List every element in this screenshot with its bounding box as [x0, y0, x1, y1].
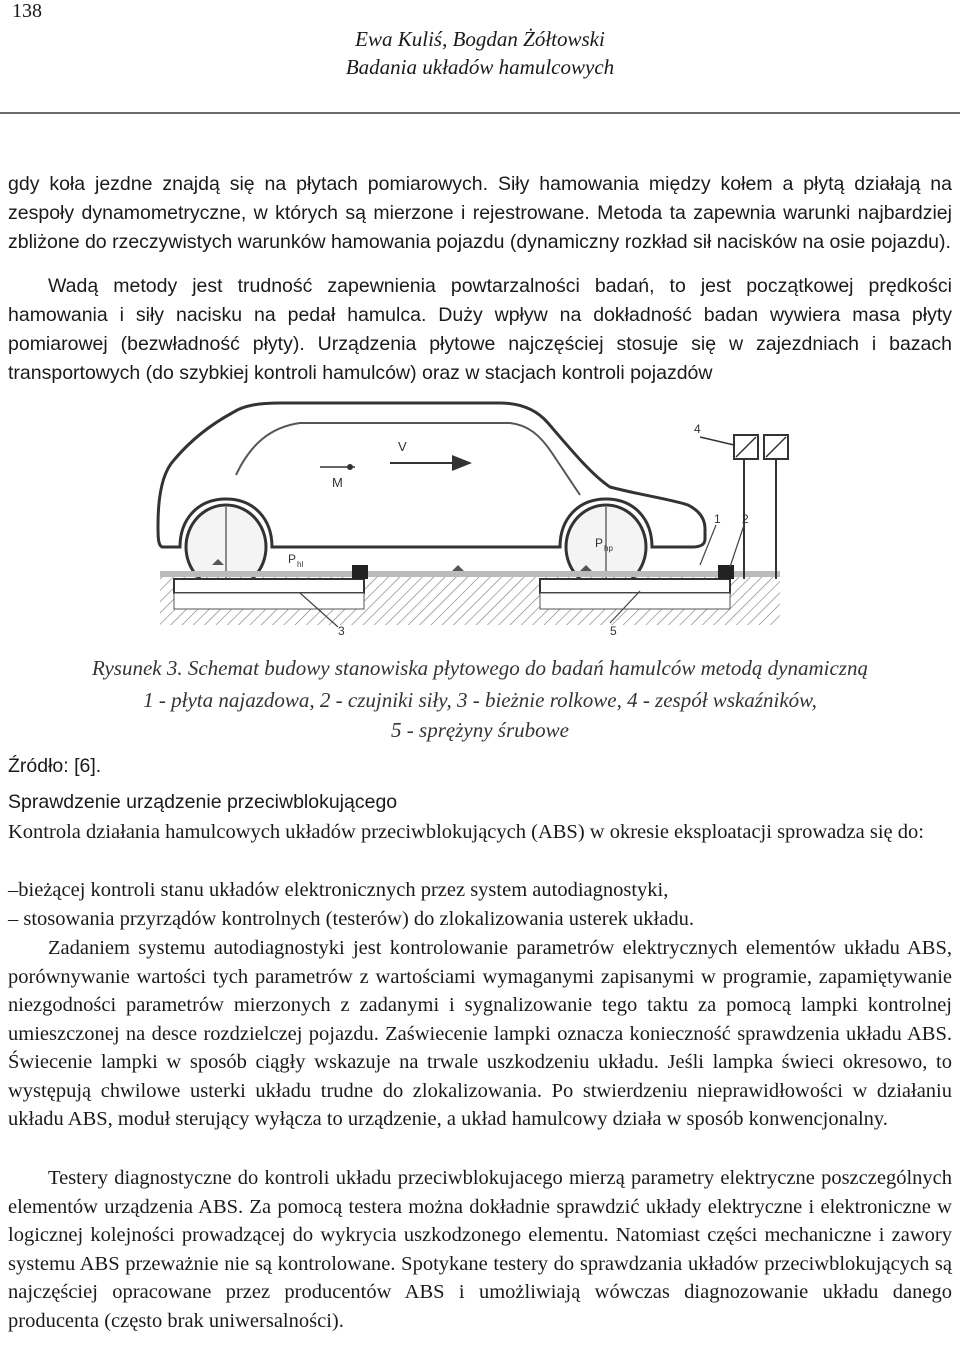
paragraph-3: Kontrola działania hamulcowych układów przeciwblokujących (ABS) w okresie eksploatacji sprowadza się do: — [8, 821, 924, 843]
rear-force-sensor — [718, 565, 734, 579]
figure-caption-legend-2-text: 5 - sprężyny śrubowe — [391, 718, 569, 742]
car-window-line — [236, 423, 580, 495]
label-m: M — [332, 475, 343, 490]
schematic-drawing — [140, 395, 790, 635]
running-header-title: Badania układów hamulcowych — [345, 55, 615, 79]
label-3: 3 — [338, 624, 345, 635]
label-p-rear: P — [595, 536, 604, 550]
figure-caption-title: Rysunek 3. Schemat budowy stanowiska płytowego do badań hamulców metodą dynamiczną — [92, 656, 868, 680]
label-p-front: P — [288, 552, 297, 566]
label-p-front-sub: hl — [297, 560, 304, 569]
paragraph-2: Wadą metody jest trudność zapewnienia powtarzalności badań, to jest początkowej prędkości hamowania i siły nacisku na pedał hamulca. Duży wpływ na dokładność badan wywiera masa płyty pomiarowej (bezwładność płyty). Urządzenia płytowe najczęściej stosuje się w zajezdniach i bazach transportowych (do szybkiej kontroli hamulców) oraz w stacjach kontroli pojazdów — [8, 275, 952, 384]
label-5: 5 — [610, 624, 617, 635]
list-item-1: –bieżącej kontroli stanu układów elektronicznych przez system autodiagnostyki, — [8, 879, 669, 901]
running-header-authors: Ewa Kuliś, Bogdan Żółtowski — [355, 27, 605, 51]
paragraph-1: gdy koła jezdne znajdą się na płytach pomiarowych. Siły hamowania między kołem a płytą działają na zespoły dynamometryczne, w których są mierzone i rejestrowane. Metoda ta zapewnia warunki najbardziej zbliżone do rzeczywistych warunków hamowania pojazdu (dynamiczny rozkład sił nacisków na osie pojazdu). — [8, 173, 952, 253]
label-1: 1 — [714, 512, 721, 526]
figure-source: Źródło: [6]. — [8, 755, 102, 777]
figure-caption-legend-1: 1 - płyta najazdowa, 2 - czujniki siły, 3 - bieżnie rolkowe, 4 - zespół wskaźników, — [143, 688, 817, 712]
label-v: V — [398, 439, 407, 454]
list-item-2: – stosowania przyrządów kontrolnych (testerów) do zlokalizowania usterek układu. — [8, 908, 694, 930]
figure-caption-legend-2 — [0, 716, 960, 745]
figure-brake-plate-schematic — [140, 395, 790, 635]
label-p-rear-sub: hp — [604, 544, 613, 553]
label-4: 4 — [694, 422, 701, 436]
front-measuring-plate — [174, 579, 364, 593]
section-title: Sprawdzenie urządzenie przeciwblokującego — [8, 791, 398, 813]
label-2: 2 — [742, 512, 749, 526]
page-number: 138 — [12, 0, 42, 22]
rear-measuring-plate — [540, 579, 730, 593]
front-force-sensor — [352, 565, 368, 579]
paragraph-5: Testery diagnostyczne do kontroli układu przeciwblokujacego mierzą parametry elektryczne poszczególnych elementów urządzenia ABS. Za pomocą testera można dokładnie sprawdzić układy elektryczne i elektroniczne w logicznej kolejności prowadzącej do wykrycia uszkodzonego elementu. Natomiast części mechaniczne i zawory systemu ABS przeważnie nie są kontrolowane. Spotykane testery do sprawdzania układów przeciwblokujących są najczęściej opracowane przez producentów ABS i umożliwiają wówczas diagnozowanie układu danego producenta (często brak uniwersalności). — [8, 1167, 952, 1332]
header-rule — [0, 112, 960, 114]
paragraph-4: Zadaniem systemu autodiagnostyki jest kontrolowanie parametrów elektrycznych elementów układu ABS, porównywanie wartości tych parametrów z wartościami wymaganymi zapisanymi w programie, zapamiętywanie niezgodności parametrów mierzonych z zadanymi i sygnalizowanie tego taktu za pomocą lampki kontrolnej umieszczonej na desce rozdzielczej pojazdu. Zaświecenie lampki oznacza konieczność sprawdzenia układu ABS. Świecenie lampki w sposób ciągły wskazuje na trwale uszkodzeniu układu. Jeśli lampka świeci okresowo, to występują chwilowe usterki układu trudne do zlokalizowania. Po stwierdzeniu nieprawidłowości w działaniu układu ABS, moduł sterujący wyłącza to urządzenie, a układ hamulcowy działa w sposób konwencjonalny. — [8, 937, 952, 1130]
